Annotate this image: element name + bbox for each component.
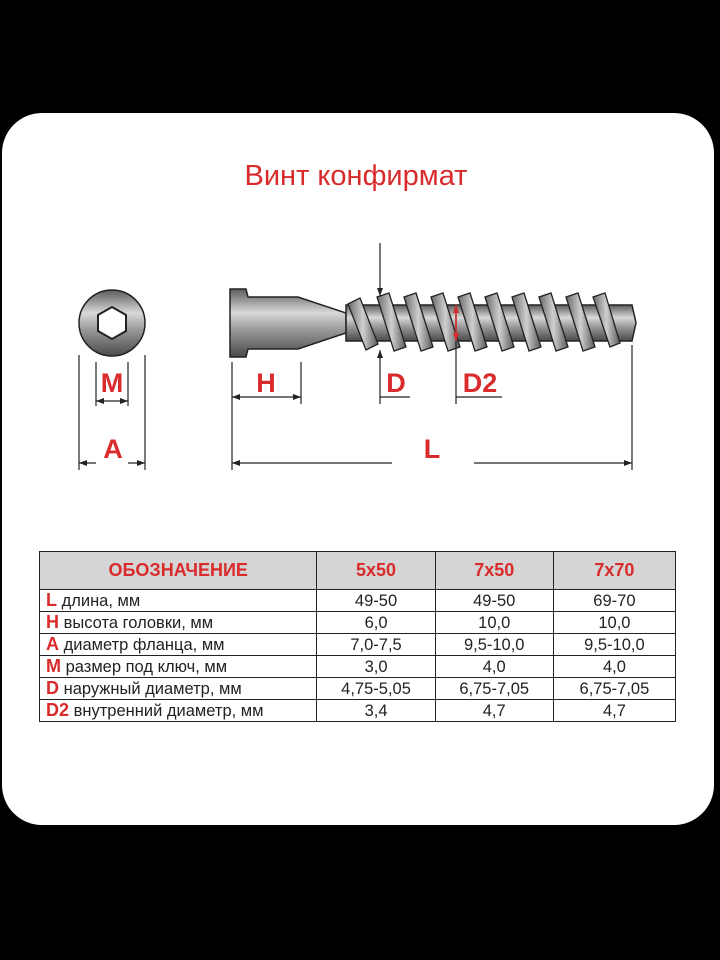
header-7x70: 7x70 bbox=[553, 552, 675, 590]
label-l: L bbox=[423, 434, 441, 464]
table-header-row bbox=[40, 552, 676, 590]
cell-value: 9,5-10,0 bbox=[435, 634, 553, 656]
row-code: M bbox=[46, 656, 61, 676]
row-description: диаметр фланца, мм bbox=[63, 636, 225, 654]
table-row bbox=[40, 590, 676, 612]
row-description: высота головки, мм bbox=[63, 614, 214, 632]
cell-value: 4,0 bbox=[553, 656, 675, 678]
dimension-lines bbox=[79, 243, 632, 470]
header-designation: ОБОЗНАЧЕНИЕ bbox=[40, 552, 317, 590]
label-h: H bbox=[256, 368, 276, 398]
cell-value: 3,4 bbox=[317, 700, 435, 722]
row-description: размер под ключ, мм bbox=[65, 658, 228, 676]
screw-head-end-view bbox=[79, 290, 145, 356]
row-code: D2 bbox=[46, 700, 70, 720]
label-m: M bbox=[100, 368, 124, 398]
cell-value: 7,0-7,5 bbox=[317, 634, 435, 656]
label-d: D bbox=[386, 368, 406, 398]
hex-socket-icon bbox=[98, 307, 126, 339]
cell-value: 10,0 bbox=[553, 612, 675, 634]
cell-value: 4,0 bbox=[435, 656, 553, 678]
row-description: длина, мм bbox=[61, 592, 141, 610]
row-label bbox=[40, 700, 317, 722]
row-label bbox=[40, 678, 317, 700]
row-description: наружный диаметр, мм bbox=[63, 680, 242, 698]
row-code: A bbox=[46, 634, 59, 654]
header-5x50: 5x50 bbox=[317, 552, 435, 590]
screw-side-view bbox=[230, 289, 636, 357]
table-row bbox=[40, 656, 676, 678]
page-title: Винт конфирмат bbox=[244, 160, 468, 192]
cell-value: 4,75-5,05 bbox=[317, 678, 435, 700]
table-row bbox=[40, 700, 676, 722]
cell-value: 49-50 bbox=[317, 590, 435, 612]
cell-value: 6,75-7,05 bbox=[435, 678, 553, 700]
row-label bbox=[40, 590, 317, 612]
table-row bbox=[40, 634, 676, 656]
row-label bbox=[40, 612, 317, 634]
label-a: A bbox=[103, 434, 123, 464]
row-code: H bbox=[46, 612, 59, 632]
dimension-labels bbox=[101, 368, 498, 464]
row-description: внутренний диаметр, мм bbox=[73, 702, 264, 720]
cell-value: 4,7 bbox=[553, 700, 675, 722]
cell-value: 9,5-10,0 bbox=[553, 634, 675, 656]
header-7x50: 7x50 bbox=[435, 552, 553, 590]
cell-value: 49-50 bbox=[435, 590, 553, 612]
row-label bbox=[40, 634, 317, 656]
spec-table bbox=[39, 551, 676, 722]
table-row bbox=[40, 612, 676, 634]
row-label bbox=[40, 656, 317, 678]
cell-value: 4,7 bbox=[435, 700, 553, 722]
row-code: D bbox=[46, 678, 59, 698]
row-code: L bbox=[46, 590, 57, 610]
table-row bbox=[40, 678, 676, 700]
cell-value: 6,75-7,05 bbox=[553, 678, 675, 700]
cell-value: 10,0 bbox=[435, 612, 553, 634]
cell-value: 6,0 bbox=[317, 612, 435, 634]
cell-value: 69-70 bbox=[553, 590, 675, 612]
cell-value: 3,0 bbox=[317, 656, 435, 678]
label-d2: D2 bbox=[462, 368, 498, 398]
